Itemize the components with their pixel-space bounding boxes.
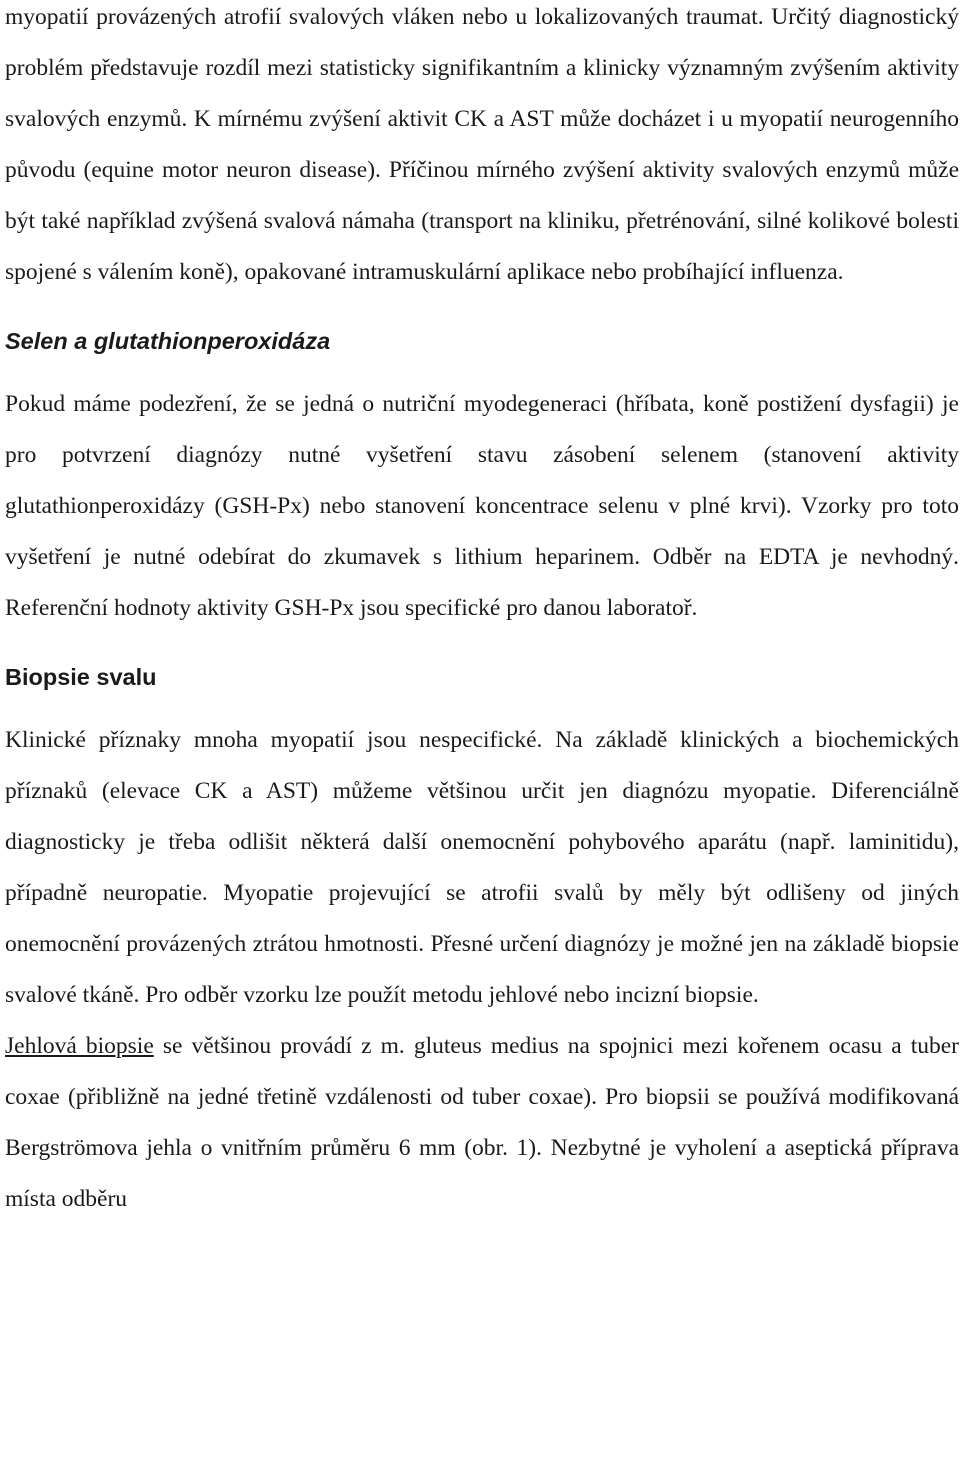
spacer	[5, 298, 959, 316]
paragraph-myopathy-enzymes: myopatií provázených atrofií svalových vláken nebo u lokalizovaných traumat. Určitý diagnostický problém představuje rozdíl mezi statisticky signifikantním a klinicky významným zvýšením aktivity svalových enzymů. K mírnému zvýšení aktivit CK a AST může docházet i u myopatií neurogenního původu (equine motor neuron disease). Příčinou mírného zvýšení aktivity svalových enzymů může být také například zvýšená svalová námaha (transport na kliniku, přetrénování, silné kolikové bolesti spojené s válením koně), opakované intramuskulární aplikace nebo probíhající influenza.	[5, 4, 959, 285]
paragraph-jehlova-biopsie	[5, 1021, 959, 1225]
paragraph-jehlova-text: se většinou provádí z m. gluteus medius na spojnici mezi kořenem ocasu a tuber coxae (přibližně na jedné třetině vzdálenosti od tuber coxae). Pro biopsii se používá modifikovaná Bergströmova jehla o vnitřním průměru 6 mm (obr. 1). Nezbytné je vyholení a aseptická příprava místa odběru	[5, 1033, 960, 1212]
spacer	[5, 367, 959, 379]
heading-biopsie: Biopsie svalu	[5, 664, 157, 690]
heading-selen: Selen a glutathionperoxidáza	[5, 328, 331, 354]
term-jehlova-biopsie: Jehlová biopsie	[5, 1033, 154, 1059]
spacer	[5, 634, 959, 652]
paragraph-biopsie: Klinické příznaky mnoha myopatií jsou nespecifické. Na základě klinických a biochemických příznaků (elevace CK a AST) můžeme většinou určit jen diagnózu myopatie. Diferenciálně diagnosticky je třeba odlišit některá další onemocnění pohybového aparátu (např. laminitidu), případně neuropatie. Myopatie projevující se atrofii svalů by měly být odlišeny od jiných onemocnění provázených ztrátou hmotnosti. Přesné určení diagnózy je možné jen na základě biopsie svalové tkáně. Pro odběr vzorku lze použít metodu jehlové nebo incizní biopsie.	[5, 727, 959, 1008]
document-page	[5, 0, 959, 1225]
paragraph-selen: Pokud máme podezření, že se jedná o nutriční myodegeneraci (hříbata, koně postižení dysfagii) je pro potvrzení diagnózy nutné vyšetření stavu zásobení selenem (stanovení aktivity glutathionperoxidázy (GSH-Px) nebo stanovení koncentrace selenu v plné krvi). Vzorky pro toto vyšetření je nutné odebírat do zkumavek s lithium heparinem. Odběr na EDTA je nevhodný. Referenční hodnoty aktivity GSH-Px jsou specifické pro danou laboratoř.	[5, 391, 959, 621]
spacer	[5, 703, 959, 715]
